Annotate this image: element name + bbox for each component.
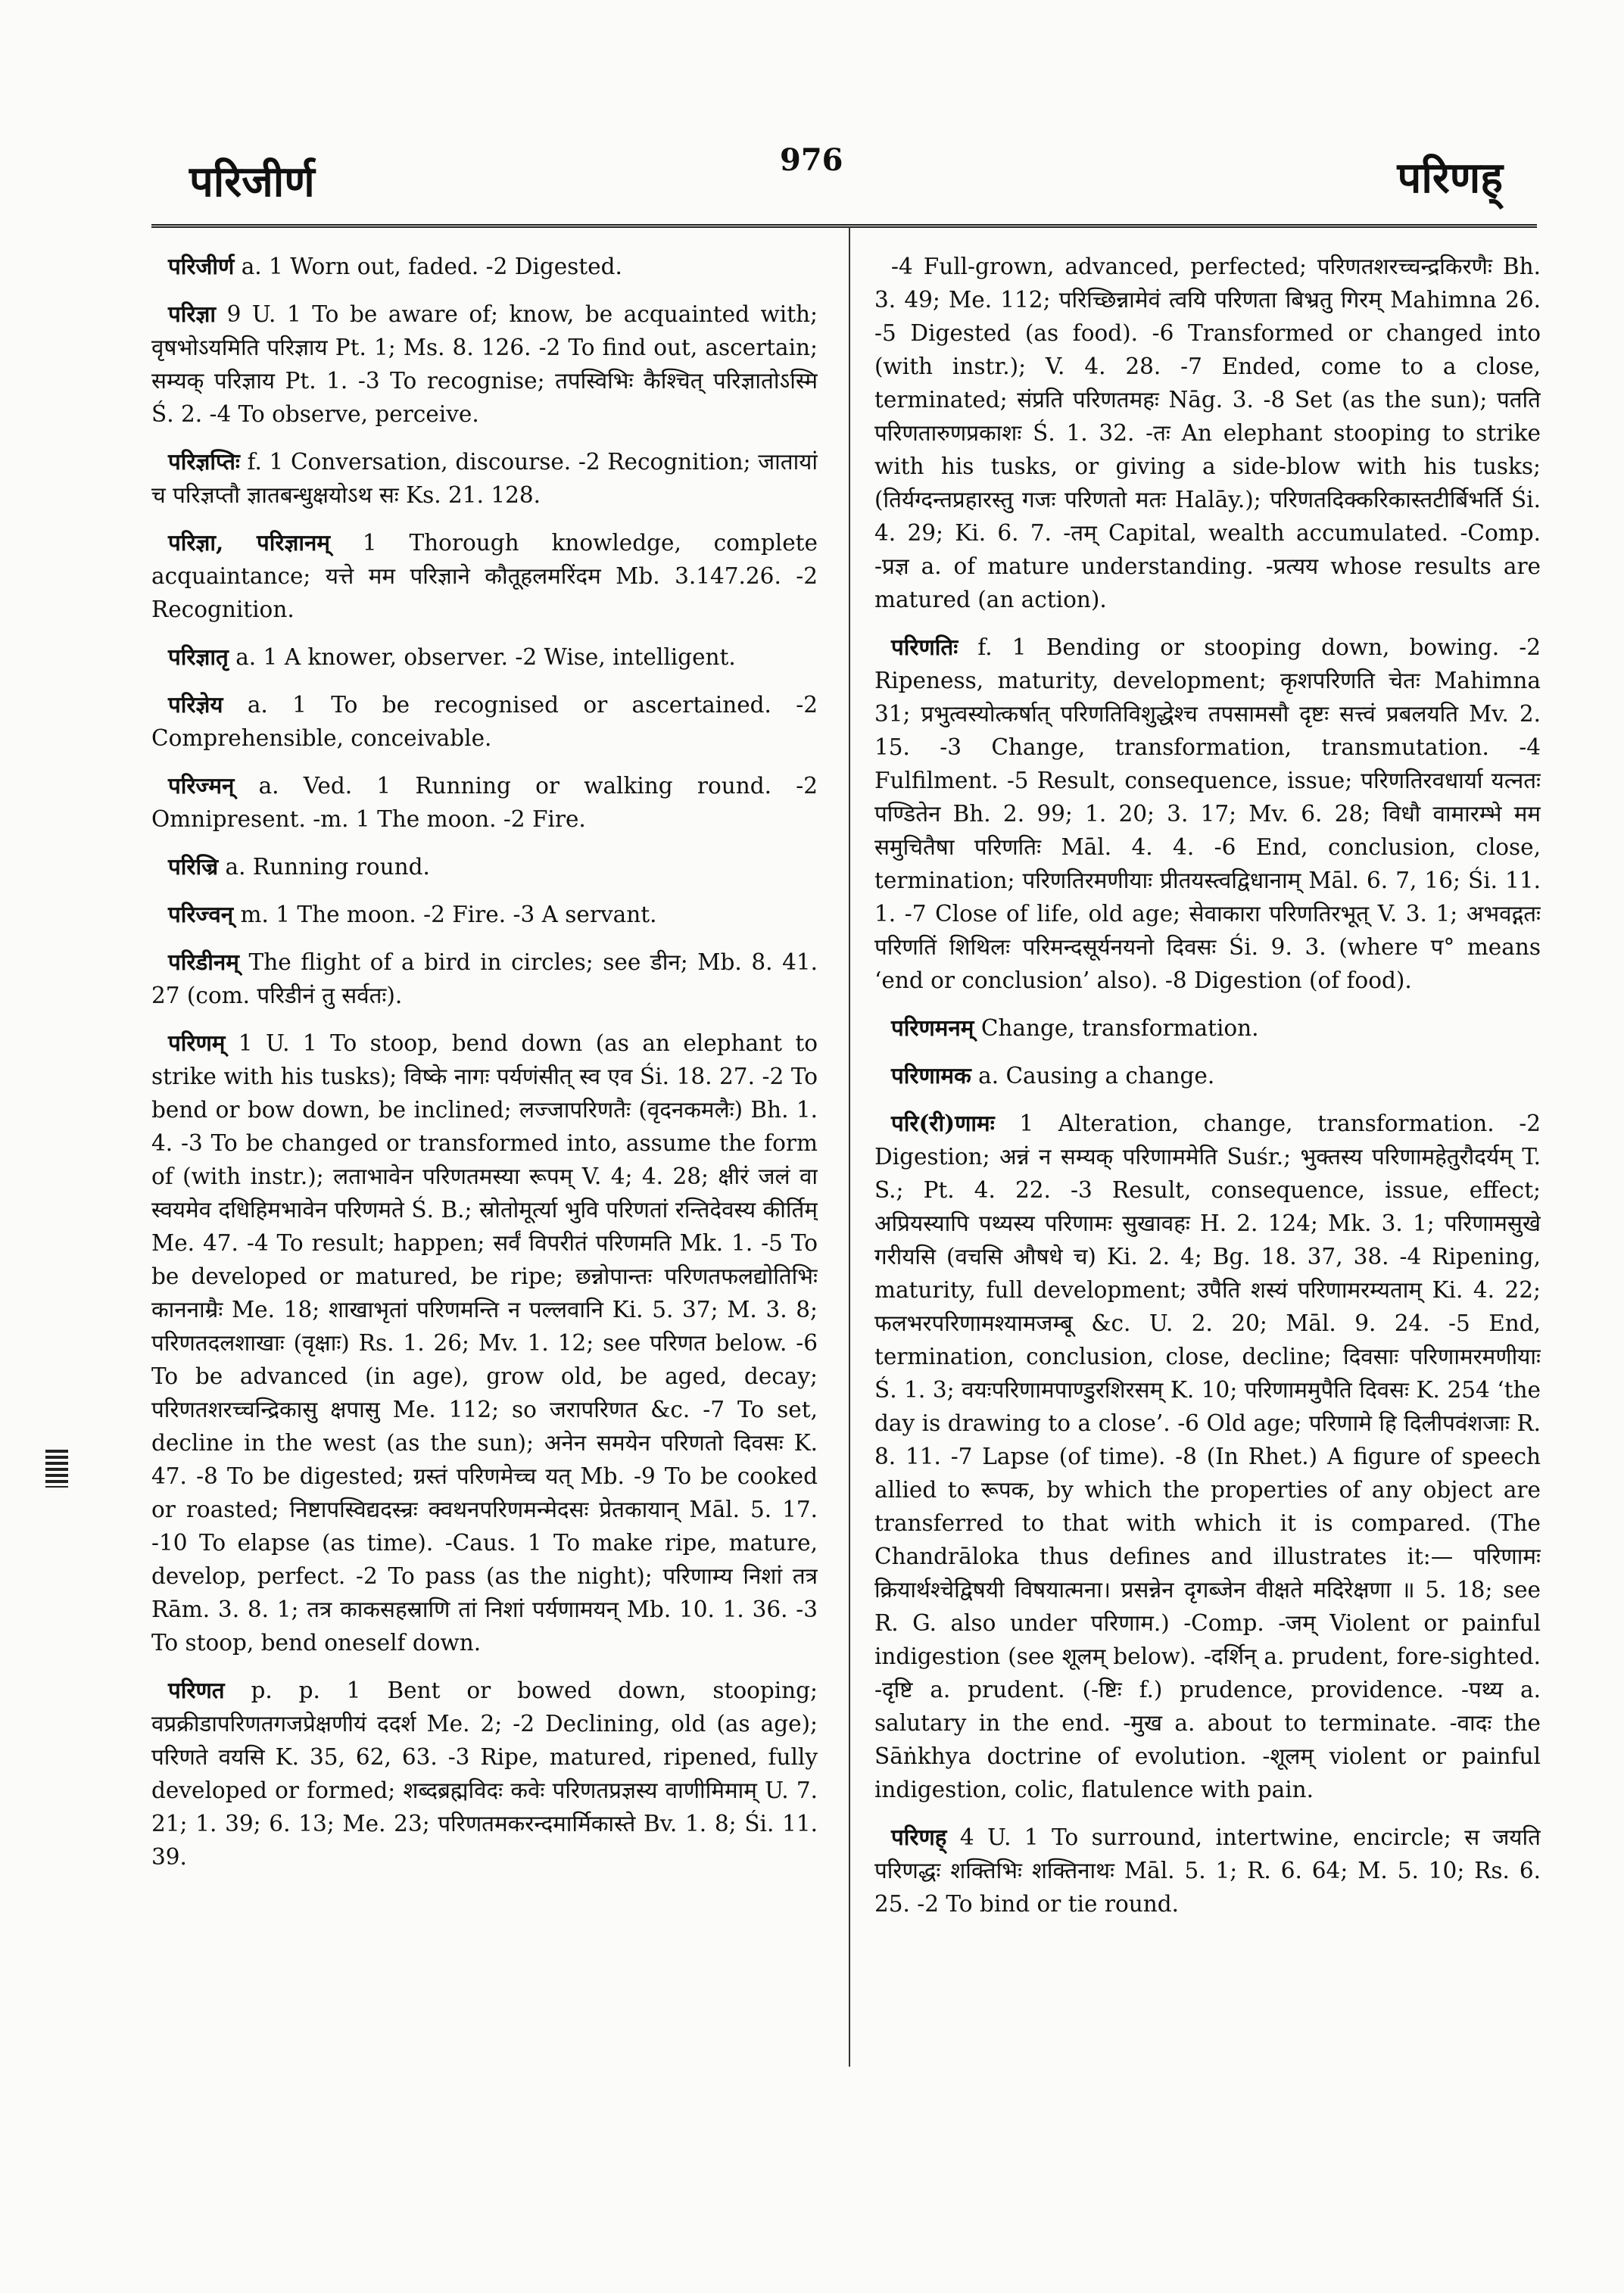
entry-definition: a. Causing a change. <box>978 1063 1215 1089</box>
entry-headword: परि(री)णामः <box>891 1110 995 1136</box>
entry-headword: परिजीर्ण <box>168 253 235 279</box>
dictionary-entry <box>874 250 1541 616</box>
dictionary-entry <box>151 445 818 512</box>
entry-definition: m. 1 The moon. -2 Fire. -3 A servant. <box>240 902 657 927</box>
entry-headword: परिणम् <box>168 1030 226 1056</box>
entry-headword: परिणमनम् <box>891 1014 974 1041</box>
margin-binding-mark <box>45 1450 68 1488</box>
entry-headword: परिज्ञेय <box>168 691 223 718</box>
left-column <box>151 250 818 2082</box>
dictionary-entry <box>151 898 818 931</box>
entry-definition: p. p. 1 Bent or bowed down, stooping; वप्रक्रीडापरिणतगजप्रेक्षणीयं ददर्श Me. 2; -2 Declining, old (as age); परिणते वयसि K. 35, 62, 63. -3 Ripe, matured, ripened, fully developed or formed; शब्दब्रह्मविदः कवेः परिणतप्रज्ञस्य वाणीमिमाम् U. 7. 21; 1. 39; 6. 13; Me. 23; परिणतमकरन्दमार्मिकास्ते Bv. 1. 8; Śi. 11. 39. <box>151 1678 818 1870</box>
column-divider <box>849 227 850 2067</box>
dictionary-entry <box>151 850 818 883</box>
entry-headword: परिज्ञा <box>168 301 217 327</box>
entry-headword: परिज्ञप्तिः <box>168 448 240 475</box>
entry-definition: -4 Full-grown, advanced, perfected; परिणतशरच्चन्द्रकिरणैः Bh. 3. 49; Me. 112; परिच्छिन्नामेवं त्वयि परिणता बिभ्रतु गिरम् Mahimna 26. -5 Digested (as food). -6 Transformed or changed into (with instr.); V. 4. 28. -7 Ended, come to a close, terminated; संप्रति परिणतमहः Nāg. 3. -8 Set (as the sun); पतति परिणतारुणप्रकाशः Ś. 1. 32. -तः An elephant stooping to strike with his tusks, or giving a side-blow with his tusks; (तिर्यग्दन्तप्रहारस्तु गजः परिणतो मतः Halāy.); परिणतदिक्करिकास्तटीर्बिभर्ति Śi. 4. 29; Ki. 6. 7. -तम् Capital, wealth accumulated. -Comp. -प्रज्ञ a. of mature understanding. -प्रत्यय whose results are matured (an action). <box>874 254 1541 612</box>
dictionary-entry <box>151 250 818 283</box>
entry-headword: परिज्ञा, परिज्ञानम् <box>168 529 331 556</box>
page-number: 976 <box>780 142 843 178</box>
entry-definition: 9 U. 1 To be aware of; know, be acquainted with; वृषभोऽयमिति परिज्ञाय Pt. 1; Ms. 8. 126. -2 To find out, ascertain; सम्यक् परिज्ञाय Pt. 1. -3 To recognise; तपस्विभिः कैश्चित् परिज्ञातोऽस्मि Ś. 2. -4 To observe, perceive. <box>151 301 818 427</box>
dictionary-entry <box>151 688 818 755</box>
dictionary-entry <box>151 526 818 626</box>
header-rule <box>151 224 1537 228</box>
entry-definition: a. Running round. <box>225 854 430 880</box>
entry-headword: परिज्मन् <box>168 772 235 799</box>
page-header <box>0 0 1624 220</box>
dictionary-entry <box>151 946 818 1012</box>
entry-headword: परिज्रि <box>168 853 219 880</box>
right-column <box>874 250 1541 2082</box>
entry-definition: a. 1 A knower, observer. -2 Wise, intelligent. <box>235 644 736 670</box>
entry-definition: 1 U. 1 To stoop, bend down (as an elephant to strike with his tusks); विष्के नागः पर्यणंसीत् स्व एव Śi. 18. 27. -2 To bend or bow down, be inclined; लज्जापरिणतैः (वृदनकमलैः) Bh. 1. 4. -3 To be changed or transformed into, assume the form of (with instr.); लताभावेन परिणतमस्या रूपम् V. 4; 4. 28; क्षीरं जलं वा स्वयमेव दधिहिमभावेन परिणमते Ś. B.; स्रोतोमूर्त्या भुवि परिणतां रन्तिदेवस्य कीर्तिम् Me. 47. -4 To result; happen; सर्वं विपरीतं परिणमति Mk. 1. -5 To be developed or matured, be ripe; छन्नोपान्तः परिणतफलद्योतिभिः काननाम्रैः Me. 18; शाखाभृतां परिणमन्ति न पल्लवानि Ki. 5. 37; M. 3. 8; परिणतदलशाखाः (वृक्षाः) Rs. 1. 26; Mv. 1. 12; see परिणत below. -6 To be advanced (in age), grow old, be aged, decay; परिणतशरच्चन्द्रिकासु क्षपासु Me. 112; so जरापरिणत &c. -7 To set, decline in the west (as the sun); अनेन समयेन परिणतो दिवसः K. 47. -8 To be digested; ग्रस्तं परिणमेच्च यत् Mb. -9 To be cooked or roasted; निष्टापस्विद्यदस्न्रः क्वथनपरिणमन्मेदसः प्रेतकायान् Māl. 5. 17. -10 To elapse (as time). -Caus. 1 To make ripe, mature, develop, perfect. -2 To pass (as the night); परिणाम्य निशां तत्र Rām. 3. 8. 1; तत्र काकसहस्राणि तां निशां पर्यणामयन् Mb. 10. 1. 36. -3 To stoop, bend oneself down. <box>151 1030 818 1656</box>
entry-definition: f. 1 Bending or stooping down, bowing. -2 Ripeness, maturity, development; कृशपरिणति चेतः Mahimna 31; प्रभुत्वस्योत्कर्षात् परिणतिविशुद्धेश्च तपसामसौ दृष्टः सत्त्वं प्रबलयति Mv. 2. 15. -3 Change, transformation, transmutation. -4 Fulfilment. -5 Result, consequence, issue; परिणतिरवधार्या यत्नतः पण्डितेन Bh. 2. 99; 1. 20; 3. 17; Mv. 6. 28; विधौ वामारम्भे मम समुचितैषा परिणतिः Māl. 4. 4. -6 End, conclusion, close, termination; परिणतिरमणीयाः प्रीतयस्त्वद्विधानाम् Māl. 6. 7, 16; Śi. 11. 1. -7 Close of life, old age; सेवाकारा परिणतिरभूत् V. 3. 1; अभवद्गतः परिणतिं शिथिलः परिमन्दसूर्यनयनो दिवसः Śi. 9. 3. (where प° means ‘end or conclusion’ also). -8 Digestion (of food). <box>874 634 1541 993</box>
dictionary-entry <box>874 1059 1541 1092</box>
dictionary-entry <box>151 1027 818 1659</box>
entry-headword: परिडीनम् <box>168 949 239 975</box>
dictionary-entry <box>874 1011 1541 1045</box>
entry-definition: a. Ved. 1 Running or walking round. -2 Omnipresent. -m. 1 The moon. -2 Fire. <box>151 773 818 832</box>
dictionary-entry <box>151 1674 818 1874</box>
dictionary-entry <box>874 1821 1541 1921</box>
entry-headword: परिज्वन् <box>168 901 234 927</box>
entry-headword: परिज्ञातृ <box>168 643 229 670</box>
entry-definition: 4 U. 1 To surround, intertwine, encircle; स जयति परिणद्धः शक्तिभिः शक्तिनाथः Māl. 5. 1; R. 6. 64; M. 5. 10; Rs. 6. 25. -2 To bind or tie round. <box>874 1824 1541 1917</box>
dictionary-entry <box>874 1107 1541 1806</box>
entry-definition: 1 Alteration, change, transformation. -2 Digestion; अन्नं न सम्यक् परिणाममेति Suśr.; भुक्तस्य परिणामहेतुरौदर्यम् T. S.; Pt. 4. 22. -3 Result, consequence, issue, effect; अप्रियस्यापि पथ्यस्य परिणामः सुखावहः H. 2. 124; Mk. 3. 1; परिणामसुखे गरीयसि (वचसि औषधे च) Ki. 2. 4; Bg. 18. 37, 38. -4 Ripening, maturity, full development; उपैति शस्यं परिणामरम्यताम् Ki. 4. 22; फलभरपरिणामश्यामजम्बू &c. U. 2. 20; Māl. 9. 24. -5 End, termination, conclusion, close, decline; दिवसाः परिणामरमणीयाः Ś. 1. 3; वयःपरिणामपाण्डुरशिरसम् K. 10; परिणाममुपैति दिवसः K. 254 ‘the day is drawing to a close’. -6 Old age; परिणामे हि दिलीपवंशजाः R. 8. 11. -7 Lapse (of time). -8 (In Rhet.) A figure of speech allied to रूपक, by which the properties of any object are transferred to that with which it is compared. (The Chandrāloka thus defines and illustrates it:— परिणामः क्रियार्थश्चेद्विषयी विषयात्मना। प्रसन्नेन दृगब्जेन वीक्षते मदिरेक्षणा ॥ 5. 18; see R. G. also under परिणाम.) -Comp. -जम् Violent or painful indigestion (see शूलम् below). -दर्शिन् a. prudent, fore-sighted. -दृष्टि a. prudent. (-ष्टिः f.) prudence, providence. -पथ्य a. salutary in the end. -मुख a. about to terminate. -वादः the Sāṅkhya doctrine of evolution. -शूलम् violent or painful indigestion, colic, flatulence with pain. <box>874 1111 1541 1802</box>
entry-headword: परिणतिः <box>891 634 959 660</box>
dictionary-entry <box>874 631 1541 997</box>
entry-headword: परिणह् <box>891 1824 947 1850</box>
dictionary-entry <box>151 298 818 431</box>
entry-definition: Change, transformation. <box>980 1015 1259 1041</box>
left-running-headword: परिजीर्ण <box>189 157 315 207</box>
entry-headword: परिणत <box>168 1677 225 1703</box>
entry-definition: The flight of a bird in circles; see डीन; Mb. 8. 41. 27 (com. परिडीनं तु सर्वतः). <box>151 949 818 1008</box>
entry-definition: a. 1 To be recognised or ascertained. -2 Comprehensible, conceivable. <box>151 692 818 751</box>
entry-definition: f. 1 Conversation, discourse. -2 Recognition; जातायां च परिज्ञप्तौ ज्ञातबन्धुक्षयोऽथ सः Ks. 21. 128. <box>151 449 818 508</box>
right-running-headword: परिणह् <box>1397 153 1503 203</box>
entry-definition: a. 1 Worn out, faded. -2 Digested. <box>241 254 622 279</box>
dictionary-entry <box>151 769 818 836</box>
entry-headword: परिणामक <box>891 1062 971 1089</box>
dictionary-entry <box>151 640 818 674</box>
entry-definition: 1 Thorough knowledge, complete acquaintance; यत्ते मम परिज्ञाने कौतूहलमरिंदम Mb. 3.147.26. -2 Recognition. <box>151 530 818 622</box>
